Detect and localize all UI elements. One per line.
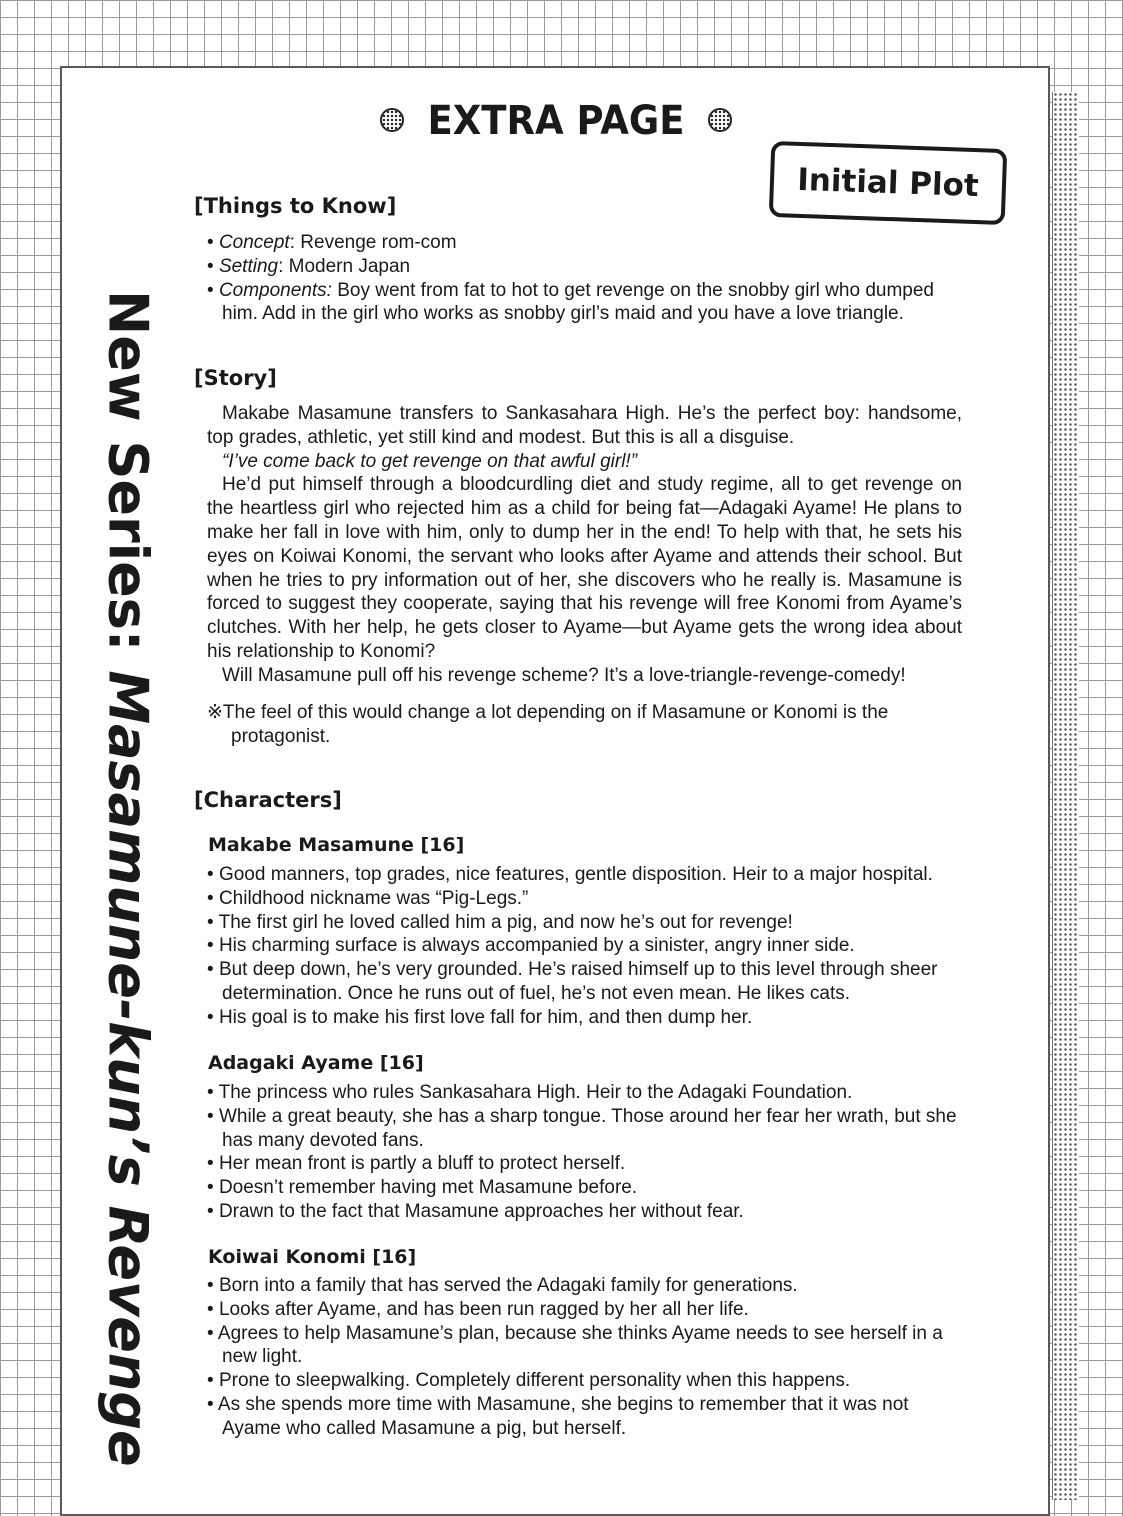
section-heading-characters: [Characters] <box>194 788 342 812</box>
list-item: • Childhood nickname was “Pig-Legs.” <box>207 887 962 911</box>
list-item: • Prone to sleepwalking. Completely different personality when this happens. <box>207 1369 962 1393</box>
list-item: • Agrees to help Masamune’s plan, because she thinks Ayame needs to see herself in a new light. <box>207 1322 962 1370</box>
item-text: Modern Japan <box>288 255 411 277</box>
section-heading-story: [Story] <box>194 366 277 390</box>
list-item: • Looks after Ayame, and has been run ragged by her all her life. <box>207 1298 962 1322</box>
list-item: • But deep down, he’s very grounded. He’s raised himself up to this level through sheer determination. Once he runs out of fuel, he’s not even mean. He likes cats. <box>207 958 962 1006</box>
character-traits <box>207 863 962 1030</box>
list-item: • Drawn to the fact that Masamune approaches her without fear. <box>207 1200 962 1224</box>
series-title-name: Masamune-kun’s Revenge <box>96 670 160 1467</box>
story-paragraph: Makabe Masamune transfers to Sankasahara High. He’s the perfect boy: handsome, top grades, athletic, yet still kind and modest. But this is all a disguise. <box>207 403 962 448</box>
list-item: • Her mean front is partly a bluff to protect herself. <box>207 1152 962 1176</box>
story-text <box>207 402 962 688</box>
list-item <box>207 231 962 255</box>
story-note: ※The feel of this would change a lot depending on if Masamune or Konomi is the protagonist. <box>207 702 889 747</box>
story-quote: “I’ve come back to get revenge on that awful girl!” <box>222 450 638 472</box>
dotted-circle-icon <box>380 108 404 132</box>
list-item: • The first girl he loved called him a pig, and now he’s out for revenge! <box>207 911 962 935</box>
things-to-know-list <box>207 231 962 326</box>
list-item: • The princess who rules Sankasahara High. Heir to the Adagaki Foundation. <box>207 1081 962 1105</box>
section-heading-things-to-know: [Things to Know] <box>194 194 397 218</box>
item-key: Concept <box>218 232 290 253</box>
character-name: Makabe Masamune [16] <box>208 834 465 856</box>
character-name: Koiwai Konomi [16] <box>208 1246 417 1268</box>
item-text: Boy went from fat to hot to get revenge on the snobby girl who dumped him. Add in the girl who works as snobby girl’s maid and you have a love triangle. <box>222 279 934 325</box>
item-text: Revenge rom-com <box>300 232 457 253</box>
list-item: • Doesn’t remember having met Masamune before. <box>207 1176 962 1200</box>
list-item: • Good manners, top grades, nice features, gentle disposition. Heir to a major hospital. <box>207 863 962 887</box>
list-item <box>207 255 962 279</box>
series-title-prefix: New Series: <box>96 290 160 671</box>
list-item: • As she spends more time with Masamune, she begins to remember that it was not Ayame who called Masamune a pig, but herself. <box>207 1393 962 1441</box>
series-title <box>96 290 160 1467</box>
story-paragraph: Will Masamune pull off his revenge scheme? It’s a love-triangle-revenge-comedy! <box>222 664 906 686</box>
character-traits <box>207 1274 962 1441</box>
item-key: Components: <box>218 279 332 301</box>
halftone-strip <box>1052 92 1079 1500</box>
character-name: Adagaki Ayame [16] <box>208 1052 424 1074</box>
list-item: • His charming surface is always accompanied by a sinister, angry inner side. <box>207 934 962 958</box>
item-key: Setting <box>218 255 279 277</box>
page-title: EXTRA PAGE <box>427 96 685 144</box>
story-paragraph: He’d put himself through a bloodcurdling diet and study regime, all to get revenge on the heartless girl who rejected him as a child for being fat—Adagaki Ayame! He plans to make her fall in love with him, only to dump her in the end! To help with that, he sets his eyes on Koiwai Konomi, the servant who looks after Ayame and attends their school. But when he tries to pry information out of her, she discovers who he really is. Masamune is forced to suggest they cooperate, saying that his revenge will free Konomi from Ayame’s clutches. With her help, he gets closer to Ayame—but Ayame gets the wrong idea about his relationship to Konomi? <box>207 474 962 662</box>
initial-plot-badge: Initial Plot <box>769 141 1008 225</box>
character-traits <box>207 1081 962 1224</box>
page-header <box>380 96 732 144</box>
list-item: • While a great beauty, she has a sharp tongue. Those around her fear her wrath, but she has many devoted fans. <box>207 1105 962 1153</box>
list-item: • His goal is to make his first love fall for him, and then dump her. <box>207 1006 962 1030</box>
item-sep: : <box>278 255 289 277</box>
dotted-circle-icon <box>708 108 732 132</box>
list-item <box>207 279 962 327</box>
list-item: • Born into a family that has served the Adagaki family for generations. <box>207 1274 962 1298</box>
item-sep: : <box>289 232 301 253</box>
